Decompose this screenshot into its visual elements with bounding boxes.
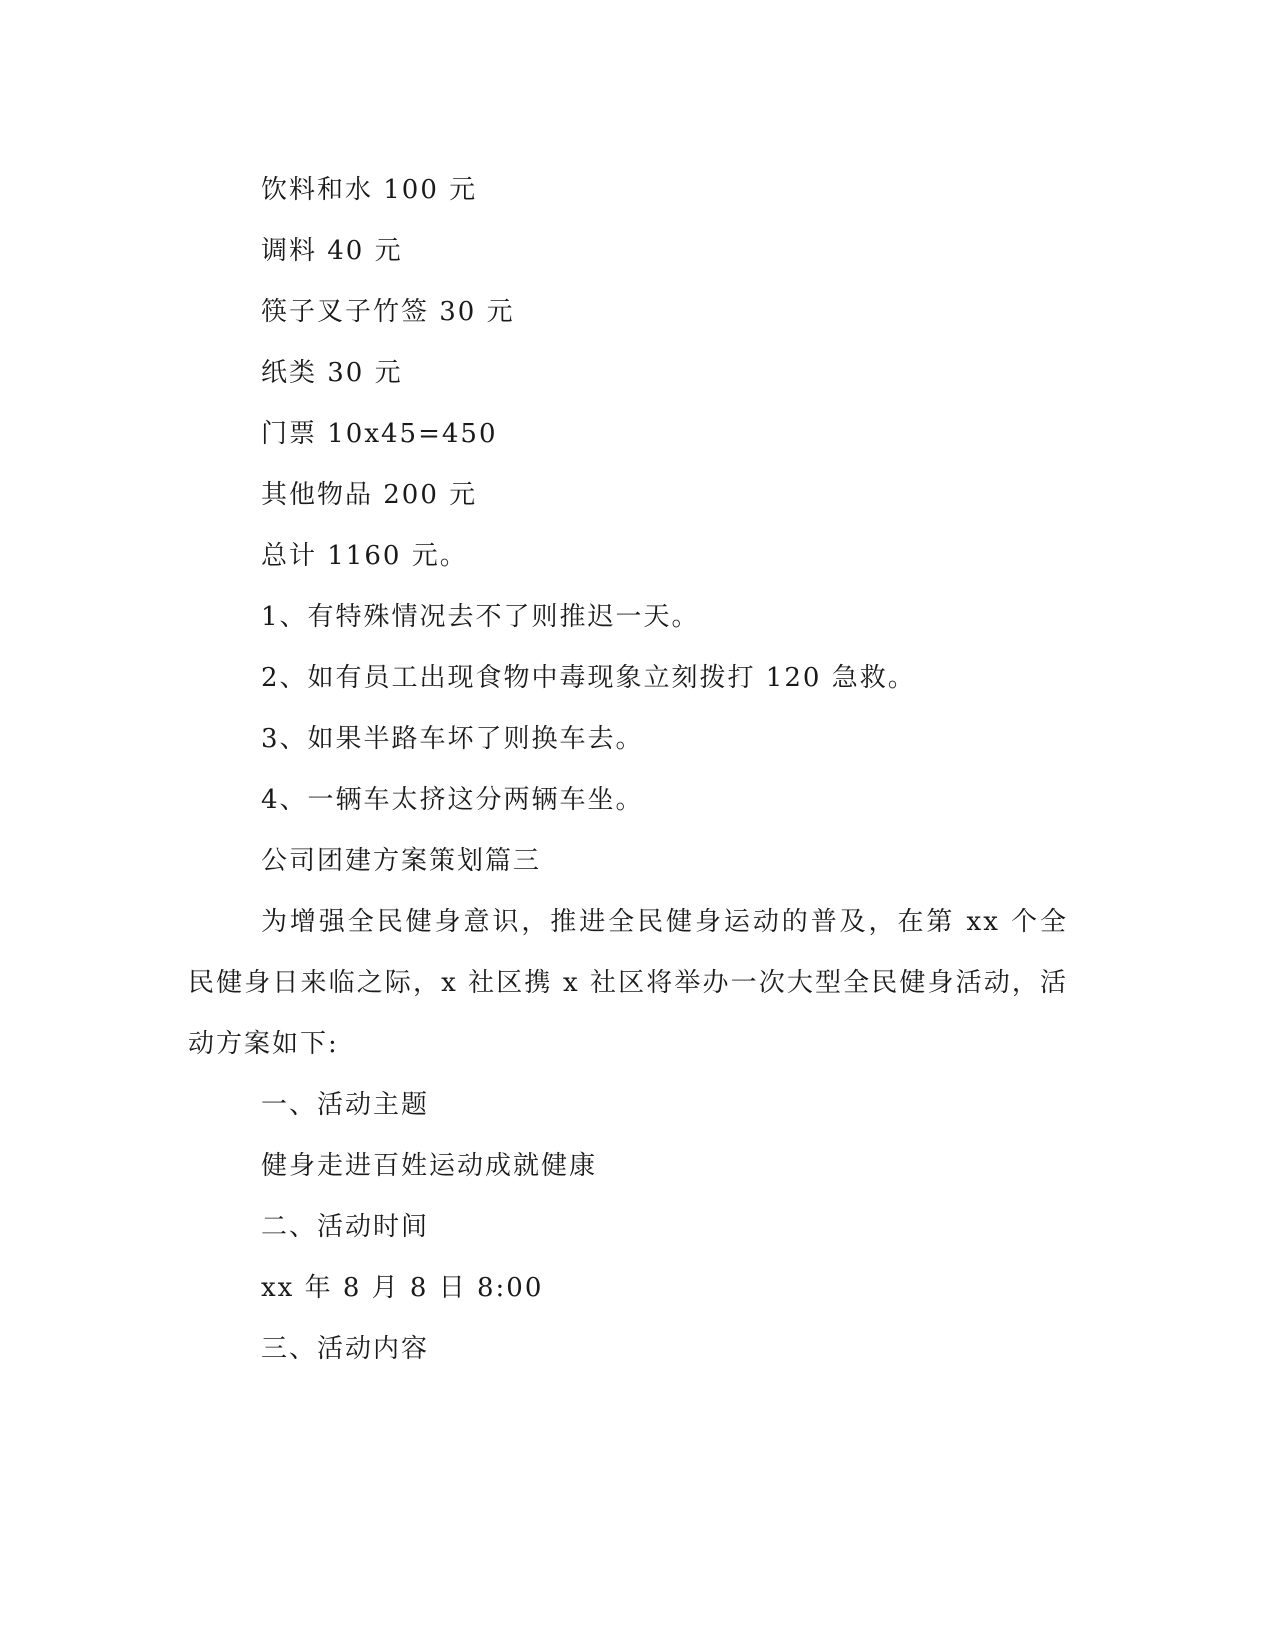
heading-activity-time: 二、活动时间 [261, 1212, 430, 1242]
activity-theme-text: 健身走进百姓运动成就健康 [261, 1151, 598, 1181]
budget-utensils: 筷子叉子竹签 30 元 [261, 297, 515, 327]
budget-seasoning: 调料 40 元 [261, 236, 403, 266]
budget-tickets: 门票 10x45=450 [261, 419, 498, 449]
budget-total: 总计 1160 元。 [261, 541, 468, 571]
contingency-item-4: 4、一辆车太挤这分两辆车坐。 [261, 785, 644, 815]
budget-drinks: 饮料和水 100 元 [261, 175, 478, 205]
intro-paragraph-line-1: 为增强全民健身意识，推进全民健身运动的普及，在第 xx 个全 [261, 907, 1068, 937]
contingency-item-2: 2、如有员工出现食物中毒现象立刻拨打 120 急救。 [261, 663, 916, 693]
intro-paragraph-line-2: 民健身日来临之际，x 社区携 x 社区将举办一次大型全民健身活动，活 [188, 968, 1068, 998]
heading-activity-content: 三、活动内容 [261, 1334, 430, 1364]
intro-paragraph-line-3: 动方案如下: [188, 1029, 339, 1059]
budget-paper: 纸类 30 元 [261, 358, 403, 388]
activity-time-text: xx 年 8 月 8 日 8:00 [261, 1273, 544, 1303]
contingency-item-3: 3、如果半路车坏了则换车去。 [261, 724, 644, 754]
heading-activity-theme: 一、活动主题 [261, 1090, 430, 1120]
document-body [188, 160, 1068, 1380]
section-heading: 公司团建方案策划篇三 [261, 846, 542, 876]
contingency-item-1: 1、有特殊情况去不了则推迟一天。 [261, 602, 700, 632]
budget-other: 其他物品 200 元 [261, 480, 478, 510]
